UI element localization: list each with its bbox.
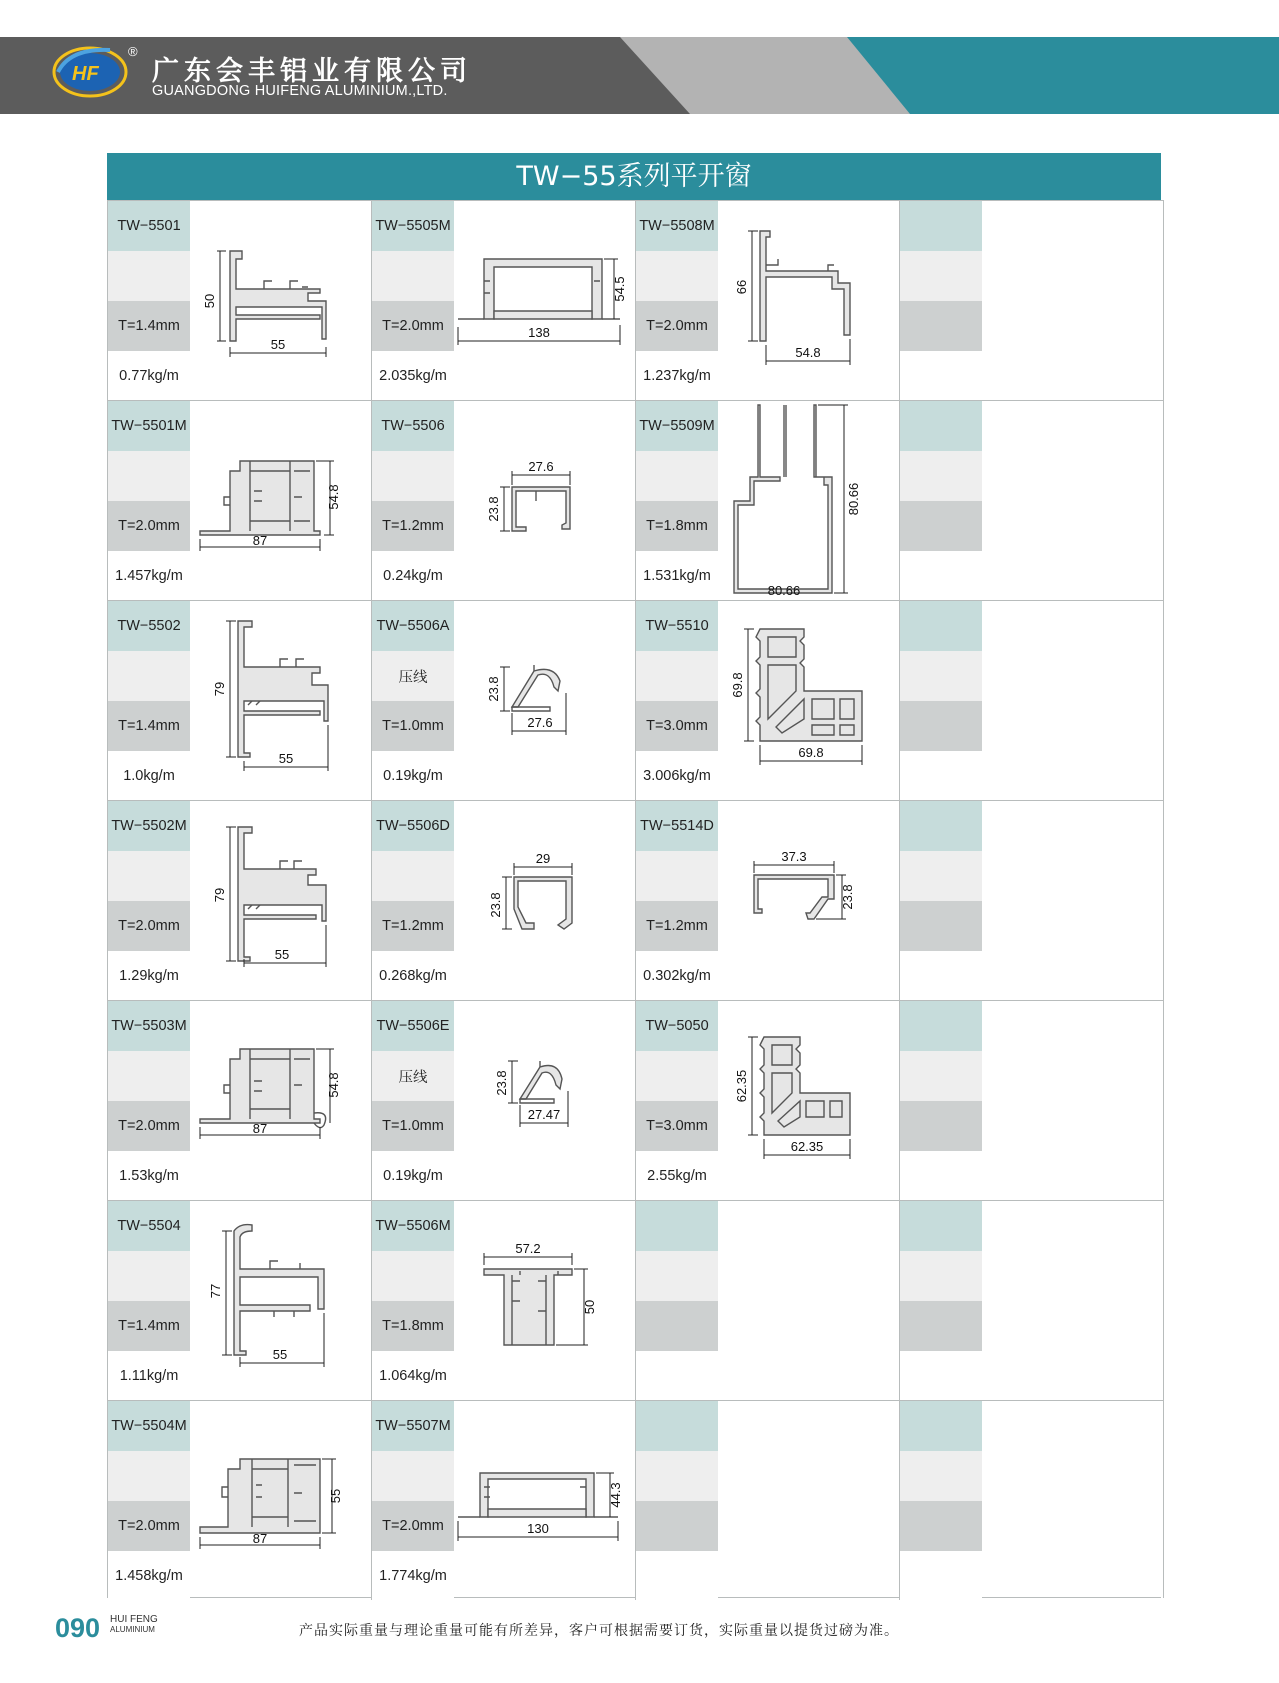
dim-label: 62.35: [734, 1069, 749, 1103]
profile-drawing: [190, 1201, 370, 1401]
dim-label: 55: [328, 1488, 343, 1504]
product-code: TW−5507M: [372, 1401, 454, 1451]
product-code: TW−5504: [108, 1201, 190, 1251]
dim-label: 77: [208, 1283, 223, 1299]
product-cell: [108, 1000, 372, 1200]
dim-label: 44.3: [608, 1482, 623, 1508]
product-thickness: T=1.2mm: [372, 501, 454, 551]
product-weight: 1.458kg/m: [108, 1551, 190, 1601]
product-code: TW−5509M: [636, 401, 718, 451]
product-thickness: T=1.0mm: [372, 701, 454, 751]
product-thickness: [636, 1301, 718, 1351]
product-weight: [900, 351, 982, 401]
dim-label: 29: [535, 851, 551, 866]
product-weight: [636, 1351, 718, 1401]
product-weight: 1.11kg/m: [108, 1351, 190, 1401]
product-cell: [636, 1200, 900, 1400]
product-weight: [636, 1551, 718, 1601]
dim-label: 27.6: [528, 459, 554, 474]
product-code: [636, 1201, 718, 1251]
footer-brand: [110, 1615, 158, 1635]
dim-label: 27.47: [527, 1107, 561, 1122]
dim-label: 23.8: [494, 1070, 509, 1096]
registered-mark: ®: [128, 44, 138, 59]
product-weight: 1.237kg/m: [636, 351, 718, 401]
product-code: TW−5506: [372, 401, 454, 451]
product-note: [108, 251, 190, 301]
product-cell: [636, 400, 900, 600]
product-cell: [372, 400, 636, 600]
dim-label: 57.2: [515, 1241, 541, 1256]
product-thickness: [636, 1501, 718, 1551]
product-note: [900, 1451, 982, 1501]
product-weight: 1.53kg/m: [108, 1151, 190, 1201]
product-weight: 2.035kg/m: [372, 351, 454, 401]
dim-label: 80.66: [846, 482, 861, 516]
product-cell: [108, 400, 372, 600]
product-note: [900, 851, 982, 901]
product-note: [636, 1051, 718, 1101]
product-weight: [900, 751, 982, 801]
product-note: [636, 1251, 718, 1301]
product-note: 压线: [372, 651, 454, 701]
product-thickness: T=2.0mm: [372, 301, 454, 351]
dim-label: 54.8: [326, 1072, 341, 1098]
product-weight: 0.302kg/m: [636, 951, 718, 1001]
dim-label: 87: [252, 1531, 268, 1546]
product-note: [636, 451, 718, 501]
product-code: TW−5501: [108, 201, 190, 251]
dim-label: 55: [272, 1347, 288, 1362]
product-thickness: T=1.4mm: [108, 1301, 190, 1351]
product-cell: [372, 800, 636, 1000]
product-thickness: T=1.4mm: [108, 701, 190, 751]
product-thickness: T=1.2mm: [372, 901, 454, 951]
product-thickness: T=1.8mm: [636, 501, 718, 551]
dim-label: 27.6: [527, 715, 553, 730]
profile-drawing: [454, 1001, 634, 1201]
company-logo: [50, 42, 132, 102]
dim-label: 69.8: [798, 745, 824, 760]
product-cell: [108, 800, 372, 1000]
product-note: [372, 1451, 454, 1501]
profile-drawing: [190, 601, 370, 801]
product-weight: 1.0kg/m: [108, 751, 190, 801]
product-thickness: T=1.2mm: [636, 901, 718, 951]
product-cell: [372, 1000, 636, 1200]
company-name-cn: 广东会丰铝业有限公司: [152, 56, 472, 87]
product-code: [900, 201, 982, 251]
page-number: 090: [55, 1613, 101, 1643]
profile-drawing: [190, 1401, 370, 1601]
product-weight: 1.29kg/m: [108, 951, 190, 1001]
product-note: [108, 1051, 190, 1101]
profile-drawing: [190, 801, 370, 1001]
product-thickness: [900, 1301, 982, 1351]
product-cell: [900, 1400, 1164, 1598]
product-code: [900, 601, 982, 651]
product-note: [372, 251, 454, 301]
product-cell: [108, 200, 372, 400]
profile-drawing: [718, 601, 898, 801]
product-thickness: T=2.0mm: [372, 1501, 454, 1551]
product-note: 压线: [372, 1051, 454, 1101]
product-code: TW−5506E: [372, 1001, 454, 1051]
product-note: [900, 451, 982, 501]
product-note: [372, 451, 454, 501]
table-title: TW−55系列平开窗: [107, 153, 1161, 200]
product-cell: [108, 1400, 372, 1600]
product-cell: [636, 600, 900, 800]
product-cell: [900, 1000, 1164, 1200]
product-thickness: T=2.0mm: [636, 301, 718, 351]
dim-label: 80.66: [767, 583, 801, 598]
company-name-en: GUANGDONG HUIFENG ALUMINIUM.,LTD.: [152, 83, 448, 99]
product-table: [107, 153, 1161, 1598]
profile-drawing: [454, 401, 634, 601]
product-code: TW−5506D: [372, 801, 454, 851]
product-weight: [900, 551, 982, 601]
product-cell: [900, 600, 1164, 800]
dim-label: 50: [582, 1299, 597, 1315]
product-code: TW−5503M: [108, 1001, 190, 1051]
product-cell: [372, 1200, 636, 1400]
product-code: TW−5505M: [372, 201, 454, 251]
product-cell: [636, 1000, 900, 1200]
product-weight: 0.268kg/m: [372, 951, 454, 1001]
footer-disclaimer: 产品实际重量与理论重量可能有所差异，客户可根据需要订货，实际重量以提货过磅为准。: [299, 1623, 899, 1639]
dim-label: 23.8: [486, 676, 501, 702]
dim-label: 50: [202, 293, 217, 309]
product-note: [900, 1251, 982, 1301]
profile-drawing: [718, 801, 898, 1001]
product-weight: 1.531kg/m: [636, 551, 718, 601]
profile-drawing: [190, 1001, 370, 1201]
product-thickness: T=2.0mm: [108, 1501, 190, 1551]
product-code: TW−5502M: [108, 801, 190, 851]
product-code: [900, 1401, 982, 1451]
product-note: [900, 1051, 982, 1101]
product-cell: [636, 1400, 900, 1600]
product-weight: 0.19kg/m: [372, 1151, 454, 1201]
dim-label: 69.8: [730, 672, 745, 698]
product-weight: 1.064kg/m: [372, 1351, 454, 1401]
product-thickness: [900, 1501, 982, 1551]
product-code: TW−5502: [108, 601, 190, 651]
product-weight: [900, 1351, 982, 1401]
product-note: [636, 1451, 718, 1501]
dim-label: 54.8: [795, 345, 821, 360]
product-code: [636, 1401, 718, 1451]
product-code: [900, 801, 982, 851]
product-weight: 3.006kg/m: [636, 751, 718, 801]
product-note: [108, 651, 190, 701]
dim-label: 79: [212, 887, 227, 903]
product-cell: [372, 1400, 636, 1600]
product-cell: [372, 200, 636, 400]
dim-label: 130: [527, 1521, 549, 1536]
product-thickness: [900, 701, 982, 751]
product-cell: [636, 800, 900, 1000]
dim-label: 87: [252, 533, 268, 548]
product-note: [108, 451, 190, 501]
product-cell: [900, 200, 1164, 400]
product-note: [636, 251, 718, 301]
product-weight: 0.19kg/m: [372, 751, 454, 801]
product-note: [108, 1451, 190, 1501]
logo-text: HF: [72, 63, 99, 85]
product-code: TW−5506M: [372, 1201, 454, 1251]
dim-label: 54.8: [326, 484, 341, 510]
dim-label: 79: [212, 681, 227, 697]
dim-label: 55: [274, 947, 290, 962]
product-cell: [372, 600, 636, 800]
dim-label: 55: [270, 337, 286, 352]
product-weight: 1.774kg/m: [372, 1551, 454, 1601]
product-thickness: T=2.0mm: [108, 901, 190, 951]
profile-drawing: [454, 1201, 634, 1401]
product-code: TW−5506A: [372, 601, 454, 651]
dim-label: 23.8: [486, 496, 501, 522]
product-note: [636, 651, 718, 701]
product-thickness: T=3.0mm: [636, 701, 718, 751]
product-cell: [900, 400, 1164, 600]
product-code: TW−5050: [636, 1001, 718, 1051]
dim-label: 66: [734, 279, 749, 295]
product-code: [900, 1001, 982, 1051]
product-note: [636, 851, 718, 901]
product-weight: [900, 1551, 982, 1601]
product-thickness: T=3.0mm: [636, 1101, 718, 1151]
product-weight: [900, 1151, 982, 1201]
product-cell: [900, 1200, 1164, 1400]
dim-label: 54.5: [612, 276, 627, 302]
dim-label: 138: [528, 325, 550, 340]
dim-label: 23.8: [488, 892, 503, 918]
product-note: [372, 1251, 454, 1301]
product-weight: 2.55kg/m: [636, 1151, 718, 1201]
dim-label: 55: [278, 751, 294, 766]
product-note: [108, 1251, 190, 1301]
product-thickness: [900, 901, 982, 951]
product-code: TW−5508M: [636, 201, 718, 251]
product-note: [108, 851, 190, 901]
product-cell: [900, 800, 1164, 1000]
footer-brand-name: HUI FENG: [110, 1614, 158, 1625]
product-weight: 1.457kg/m: [108, 551, 190, 601]
product-thickness: [900, 301, 982, 351]
product-thickness: T=2.0mm: [108, 1101, 190, 1151]
product-code: TW−5510: [636, 601, 718, 651]
footer-brand-sub: ALUMINIUM: [110, 1625, 155, 1634]
product-weight: 0.24kg/m: [372, 551, 454, 601]
product-thickness: [900, 1101, 982, 1151]
profile-drawing: [718, 201, 898, 401]
dim-label: 87: [252, 1121, 268, 1136]
dim-label: 23.8: [840, 884, 855, 910]
product-code: TW−5504M: [108, 1401, 190, 1451]
product-weight: 0.77kg/m: [108, 351, 190, 401]
profile-drawing: [454, 1401, 634, 1601]
product-code: [900, 1201, 982, 1251]
product-note: [372, 851, 454, 901]
product-code: TW−5514D: [636, 801, 718, 851]
product-cell: [108, 600, 372, 800]
profile-drawing: [454, 801, 634, 1001]
product-thickness: T=2.0mm: [108, 501, 190, 551]
dim-label: 62.35: [790, 1139, 824, 1154]
profile-drawing: [190, 201, 370, 401]
product-thickness: T=1.4mm: [108, 301, 190, 351]
product-thickness: T=1.0mm: [372, 1101, 454, 1151]
product-cell: [108, 1200, 372, 1400]
profile-drawing: [718, 1001, 898, 1201]
product-code: TW−5501M: [108, 401, 190, 451]
profile-drawing: [454, 601, 634, 801]
product-grid: [107, 200, 1161, 1598]
product-cell: [636, 200, 900, 400]
product-thickness: T=1.8mm: [372, 1301, 454, 1351]
product-weight: [900, 951, 982, 1001]
profile-drawing: [454, 201, 634, 401]
product-thickness: [900, 501, 982, 551]
profile-drawing: [190, 401, 370, 601]
product-code: [900, 401, 982, 451]
product-note: [900, 251, 982, 301]
dim-label: 37.3: [781, 849, 807, 864]
product-note: [900, 651, 982, 701]
profile-drawing: [718, 401, 898, 601]
